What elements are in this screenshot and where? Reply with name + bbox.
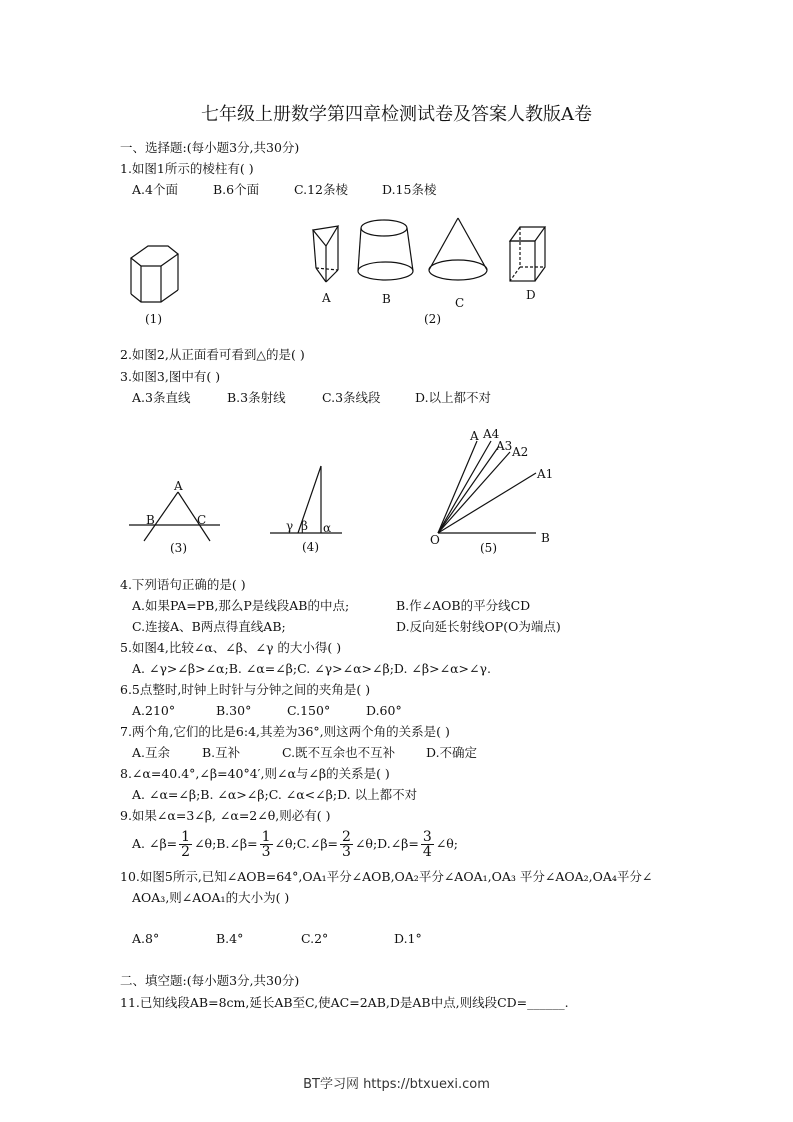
figure-3-label-c: C	[197, 513, 207, 527]
figure-5-caption: (5)	[480, 541, 497, 555]
q6-option-b: B.30°	[216, 703, 252, 718]
q1-option-a: A.4个面	[132, 182, 178, 197]
q6-option-a: A.210°	[132, 703, 176, 718]
q9-option-d-suffix: ∠θ;	[435, 836, 459, 851]
q1-option-d: D.15条棱	[382, 182, 437, 197]
q9-fraction-b	[260, 830, 273, 859]
fraction-denominator: 2	[181, 844, 191, 860]
q8-options: A. ∠α=∠β;B. ∠α>∠β;C. ∠α<∠β;D. 以上都不对	[132, 787, 418, 802]
fraction-numerator: 3	[422, 829, 432, 845]
q9-option-a-suffix: ∠θ;B.∠β=	[194, 836, 258, 851]
figure-2-label-b: B	[382, 292, 391, 306]
q7-stem: 7.两个角,它们的比是6:4,其差为36°,则这两个角的关系是( )	[120, 724, 450, 739]
q6-option-c: C.150°	[287, 703, 331, 718]
q10-option-b: B.4°	[216, 931, 244, 946]
q7-option-a: A.互余	[132, 745, 171, 760]
q3-option-a: A.3条直线	[132, 390, 191, 405]
q3-stem: 3.如图3,图中有( )	[120, 369, 221, 384]
q10-option-a: A.8°	[132, 931, 160, 946]
figure-3-caption: (3)	[170, 541, 187, 555]
section-2-heading: 二、填空题:(每小题3分,共30分)	[120, 973, 300, 988]
figure-2-label-a: A	[322, 291, 331, 305]
section-1-heading: 一、选择题:(每小题3分,共30分)	[120, 140, 300, 155]
fraction-numerator: 1	[261, 829, 271, 845]
figure-3-label-a: A	[174, 479, 183, 493]
q5-options: A. ∠γ>∠β>∠α;B. ∠α=∠β;C. ∠γ>∠α>∠β;D. ∠β>∠α>∠γ.	[132, 661, 491, 676]
figure-1-label: (1)	[145, 312, 162, 326]
q4-option-b: B.作∠AOB的平分线CD	[396, 598, 531, 613]
fraction-denominator: 4	[422, 844, 432, 860]
figure-5-label-a1: A1	[537, 467, 554, 481]
q9-option-a-prefix: A. ∠β=	[132, 836, 178, 851]
q1-option-b: B.6个面	[213, 182, 260, 197]
figure-3-label-b: B	[146, 513, 155, 527]
q4-stem: 4.下列语句正确的是( )	[120, 577, 246, 592]
footer-watermark: BT学习网 https://btxuexi.com	[303, 1077, 490, 1092]
q3-option-c: C.3条线段	[322, 390, 381, 405]
q9-options	[132, 828, 458, 860]
q9-option-b-suffix: ∠θ;C.∠β=	[274, 836, 339, 851]
q9-stem: 9.如果∠α=3∠β, ∠α=2∠θ,则必有( )	[120, 808, 331, 823]
q1-option-c: C.12条棱	[294, 182, 348, 197]
q10-stem-line-2: AOA₃,则∠AOA₁的大小为( )	[132, 890, 290, 905]
q7-option-b: B.互补	[202, 745, 241, 760]
figure-4-label-beta: β	[301, 519, 308, 533]
figure-4-label-alpha: α	[323, 521, 332, 535]
q6-option-d: D.60°	[366, 703, 402, 718]
fraction-numerator: 2	[342, 829, 351, 845]
fraction-numerator: 1	[181, 829, 191, 845]
q10-stem-line-1: 10.如图5所示,已知∠AOB=64°,OA₁平分∠AOB,OA₂平分∠AOA₁,OA₃ 平分∠AOA₂,OA₄平分∠	[120, 869, 653, 884]
q3-option-d: D.以上都不对	[415, 390, 492, 405]
figure-4-label-gamma: γ	[286, 519, 294, 533]
q4-option-a: A.如果PA=PB,那么P是线段AB的中点;	[132, 598, 350, 613]
q3-option-b: B.3条射线	[227, 390, 286, 405]
page-title: 七年级上册数学第四章检测试卷及答案人教版A卷	[201, 104, 592, 125]
q9-fraction-a	[179, 830, 192, 859]
q7-option-d: D.不确定	[426, 745, 478, 760]
q7-option-c: C.既不互余也不互补	[282, 745, 396, 760]
q2-stem: 2.如图2,从正面看可看到△的是( )	[120, 347, 305, 362]
triangle-lines-figure	[129, 492, 220, 541]
figure-2-label-c: C	[455, 296, 465, 310]
figure-5-label-o: O	[430, 533, 440, 547]
q10-option-d: D.1°	[394, 931, 422, 946]
q11-stem: 11.已知线段AB=8cm,延长AB至C,使AC=2AB,D是AB中点,则线段CD=______.	[120, 995, 569, 1010]
figure-5-label-a: A	[470, 429, 479, 443]
figure-4-caption: (4)	[302, 540, 319, 554]
fraction-denominator: 3	[261, 844, 271, 860]
q8-stem: 8.∠α=40.4°,∠β=40°4′,则∠α与∠β的关系是( )	[120, 766, 390, 781]
q9-fraction-c	[340, 830, 353, 859]
q1-stem: 1.如图1所示的棱柱有( )	[120, 161, 254, 176]
q9-option-c-suffix: ∠θ;D.∠β=	[354, 836, 419, 851]
q4-option-d: D.反向延长射线OP(O为端点)	[396, 619, 561, 634]
figure-2-label-d: D	[526, 288, 536, 302]
q10-option-c: C.2°	[301, 931, 329, 946]
figure-5-label-a3: A3	[496, 439, 513, 453]
fraction-denominator: 3	[342, 844, 351, 860]
figure-5-label-a2: A2	[512, 445, 529, 459]
figure-2-caption: (2)	[424, 312, 441, 326]
q6-stem: 6.5点整时,时钟上时针与分钟之间的夹角是( )	[120, 682, 371, 697]
q4-option-c: C.连接A、B两点得直线AB;	[132, 619, 286, 634]
figure-5-label-a4: A4	[483, 427, 500, 441]
q5-stem: 5.如图4,比较∠α、∠β、∠γ 的大小得( )	[120, 640, 342, 655]
figure-5-label-b: B	[541, 531, 550, 545]
q9-fraction-d	[421, 830, 434, 859]
